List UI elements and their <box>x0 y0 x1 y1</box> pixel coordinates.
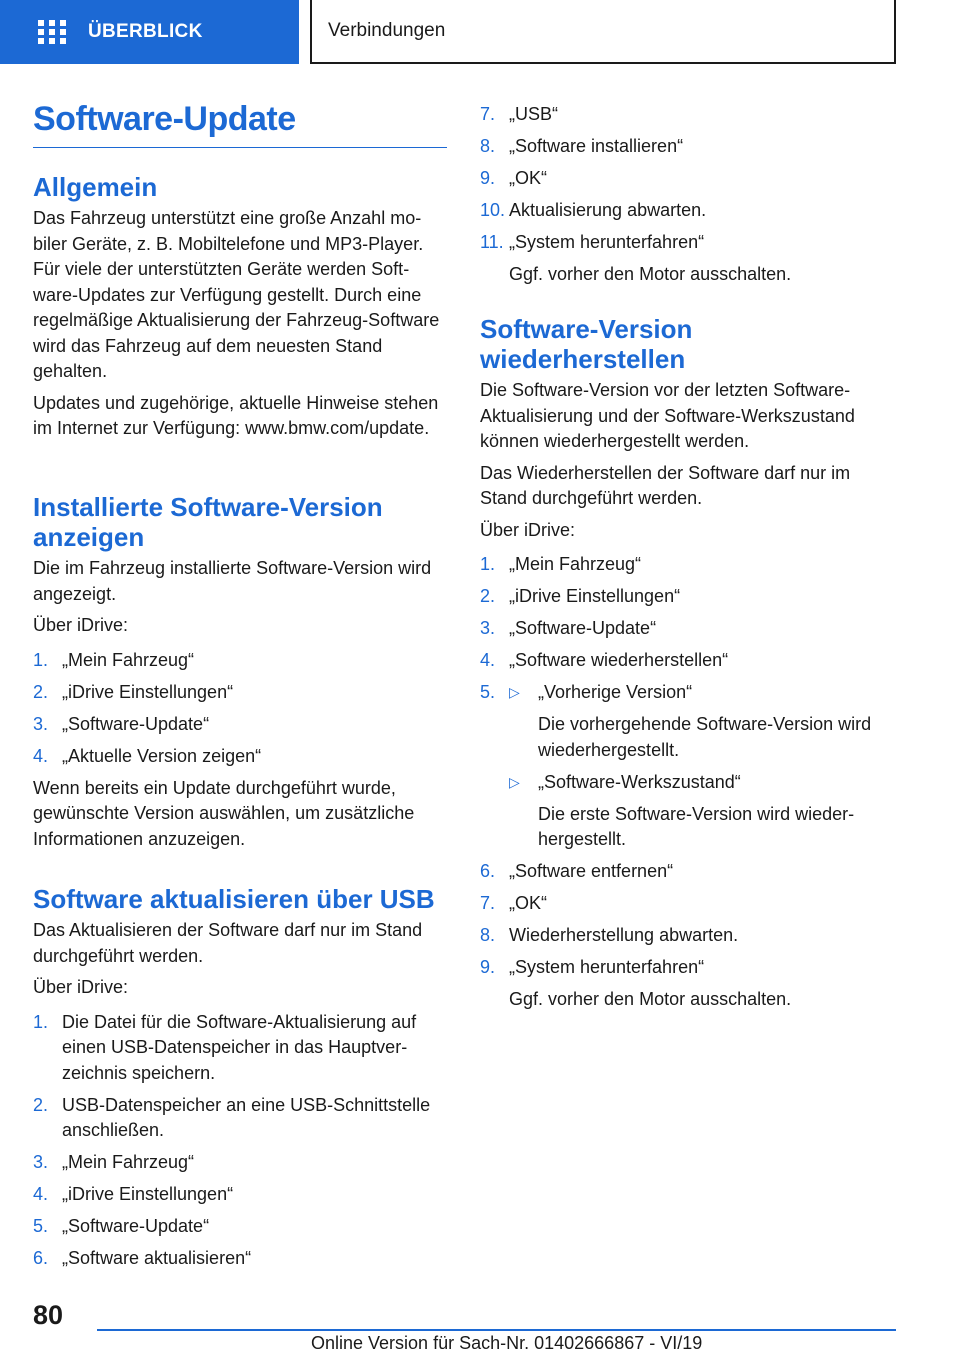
list-item: 3. „Mein Fahrzeug“ <box>33 1152 195 1172</box>
steps-list <box>33 1010 447 1272</box>
list-item: 7. „OK“ <box>480 893 547 913</box>
list-item: 6. „Software aktualisieren“ <box>33 1248 252 1268</box>
list-item: 10. Aktualisierung abwarten. <box>480 200 707 220</box>
list-item: 9. „OK“ <box>480 168 547 188</box>
paragraph: Die im Fahrzeug installierte Software-Version wird angezeigt. <box>33 558 432 604</box>
list-item: 4. „Software wiederherstellen“ <box>480 650 729 670</box>
steps-list <box>480 102 900 288</box>
footer-divider <box>97 1329 896 1331</box>
title-divider <box>33 147 447 148</box>
sub-option: ▷ „Software-Werkszustand“ Die erste Software-Version wird wiederhergestellt. <box>509 770 900 853</box>
list-item: 4. „iDrive Einstellungen“ <box>33 1184 234 1204</box>
list-item: 9. „System herunterfahren“ Ggf. vorher den Motor ausschalten. <box>480 955 900 1013</box>
grid-icon <box>38 20 66 44</box>
section-header <box>310 0 896 64</box>
section-allgemein <box>33 172 447 442</box>
paragraph: Über iDrive: <box>33 977 129 997</box>
list-item: 2. USB-Datenspeicher an eine USB-Schnittstelle anschließen. <box>33 1094 431 1140</box>
list-item: 1. „Mein Fahrzeug“ <box>33 649 195 670</box>
paragraph: Über iDrive: <box>480 519 576 540</box>
section-restore <box>480 314 900 1019</box>
list-item: 5. ▷ „Vorherige Version“ Die vorhergehende Software-Version wird wiederhergestellt. ▷ „Software-Werkszustand“ Die erste Software-Version wird wiederhergestellt. <box>480 680 900 853</box>
overview-tab-label: ÜBERBLICK <box>88 21 203 42</box>
paragraph: Das Aktualisieren der Software darf nur im Stand durchgeführt werden. <box>33 920 423 966</box>
step-note: Ggf. vorher den Motor ausschalten. <box>509 989 792 1009</box>
paragraph: Das Wiederherstellen der Software darf nur im Stand durchgeführt werden. <box>480 462 851 508</box>
list-item: 1. Die Datei für die Software-Aktualisierung auf einen USB-Datenspeicher in das Hauptverzeichnis speichern. <box>33 1011 417 1083</box>
list-item: 5. „Software-Update“ <box>33 1216 210 1236</box>
heading-usb: Software aktualisieren über USB <box>33 884 435 914</box>
heading-anzeigen: Installierte Software-Version anzeigen <box>33 492 383 552</box>
section-label: Verbindungen <box>328 20 446 41</box>
triangle-bullet-icon: ▷ <box>509 684 520 700</box>
section-anzeigen <box>33 492 447 852</box>
paragraph: Das Fahrzeug unterstützt eine große Anzahl mobiler Geräte, z. B. Mobiltelefone und MP3-Player. Für viele der unterstützten Geräte werden Software-Updates zur Verfügung gestellt. Durch eine regelmäßige Aktualisierung der Fahrzeug-Software wird das Fahrzeug auf dem neuesten Stand gehalten. <box>33 208 440 381</box>
paragraph: Über iDrive: <box>33 615 129 635</box>
list-item: 2. „iDrive Einstellungen“ <box>480 586 681 606</box>
overview-tab[interactable] <box>0 0 299 64</box>
section-usb-continued <box>480 102 900 294</box>
triangle-bullet-icon: ▷ <box>509 773 520 790</box>
heading-restore: Software-Version wiederherstellen <box>480 314 693 374</box>
list-item: 7. „USB“ <box>480 104 558 124</box>
steps-list <box>480 552 900 1013</box>
paragraph: Wenn bereits ein Update durchgeführt wurde, gewünschte Version auswählen, um zusätzliche Informationen anzuzeigen. <box>33 777 415 849</box>
list-item: 8. Wiederherstellung abwarten. <box>480 925 739 945</box>
list-item: 6. „Software entfernen“ <box>480 861 674 881</box>
heading-allgemein: Allgemein <box>33 172 158 202</box>
section-usb <box>33 884 447 1278</box>
paragraph: Die Software-Version vor der letzten Software-Aktualisierung und der Software-Werkszustand können wiederhergestellt werden. <box>480 380 855 451</box>
list-item: 1. „Mein Fahrzeug“ <box>480 554 642 574</box>
list-item: 4. „Aktuelle Version zeigen“ <box>33 745 262 766</box>
sub-option: ▷ „Vorherige Version“ Die vorhergehende Software-Version wird wiederhergestellt. <box>509 680 900 763</box>
page-number: 80 <box>33 1300 64 1330</box>
list-item: 2. „iDrive Einstellungen“ <box>33 681 234 702</box>
list-item: 11. „System herunterfahren“ Ggf. vorher den Motor ausschalten. <box>480 230 900 288</box>
footer-text: Online Version für Sach-Nr. 01402666867 - VI/19 <box>311 1333 703 1353</box>
steps-list <box>33 648 447 770</box>
list-item: 8. „Software installieren“ <box>480 136 684 156</box>
paragraph: Updates und zugehörige, aktuelle Hinweise stehen im Internet zur Verfügung: www.bmw.com/update. <box>33 392 439 438</box>
list-item: 3. „Software-Update“ <box>33 713 210 734</box>
list-item: 3. „Software-Update“ <box>480 618 657 638</box>
step-note: Ggf. vorher den Motor ausschalten. <box>509 264 792 284</box>
page-title: Software-Update <box>33 100 296 138</box>
